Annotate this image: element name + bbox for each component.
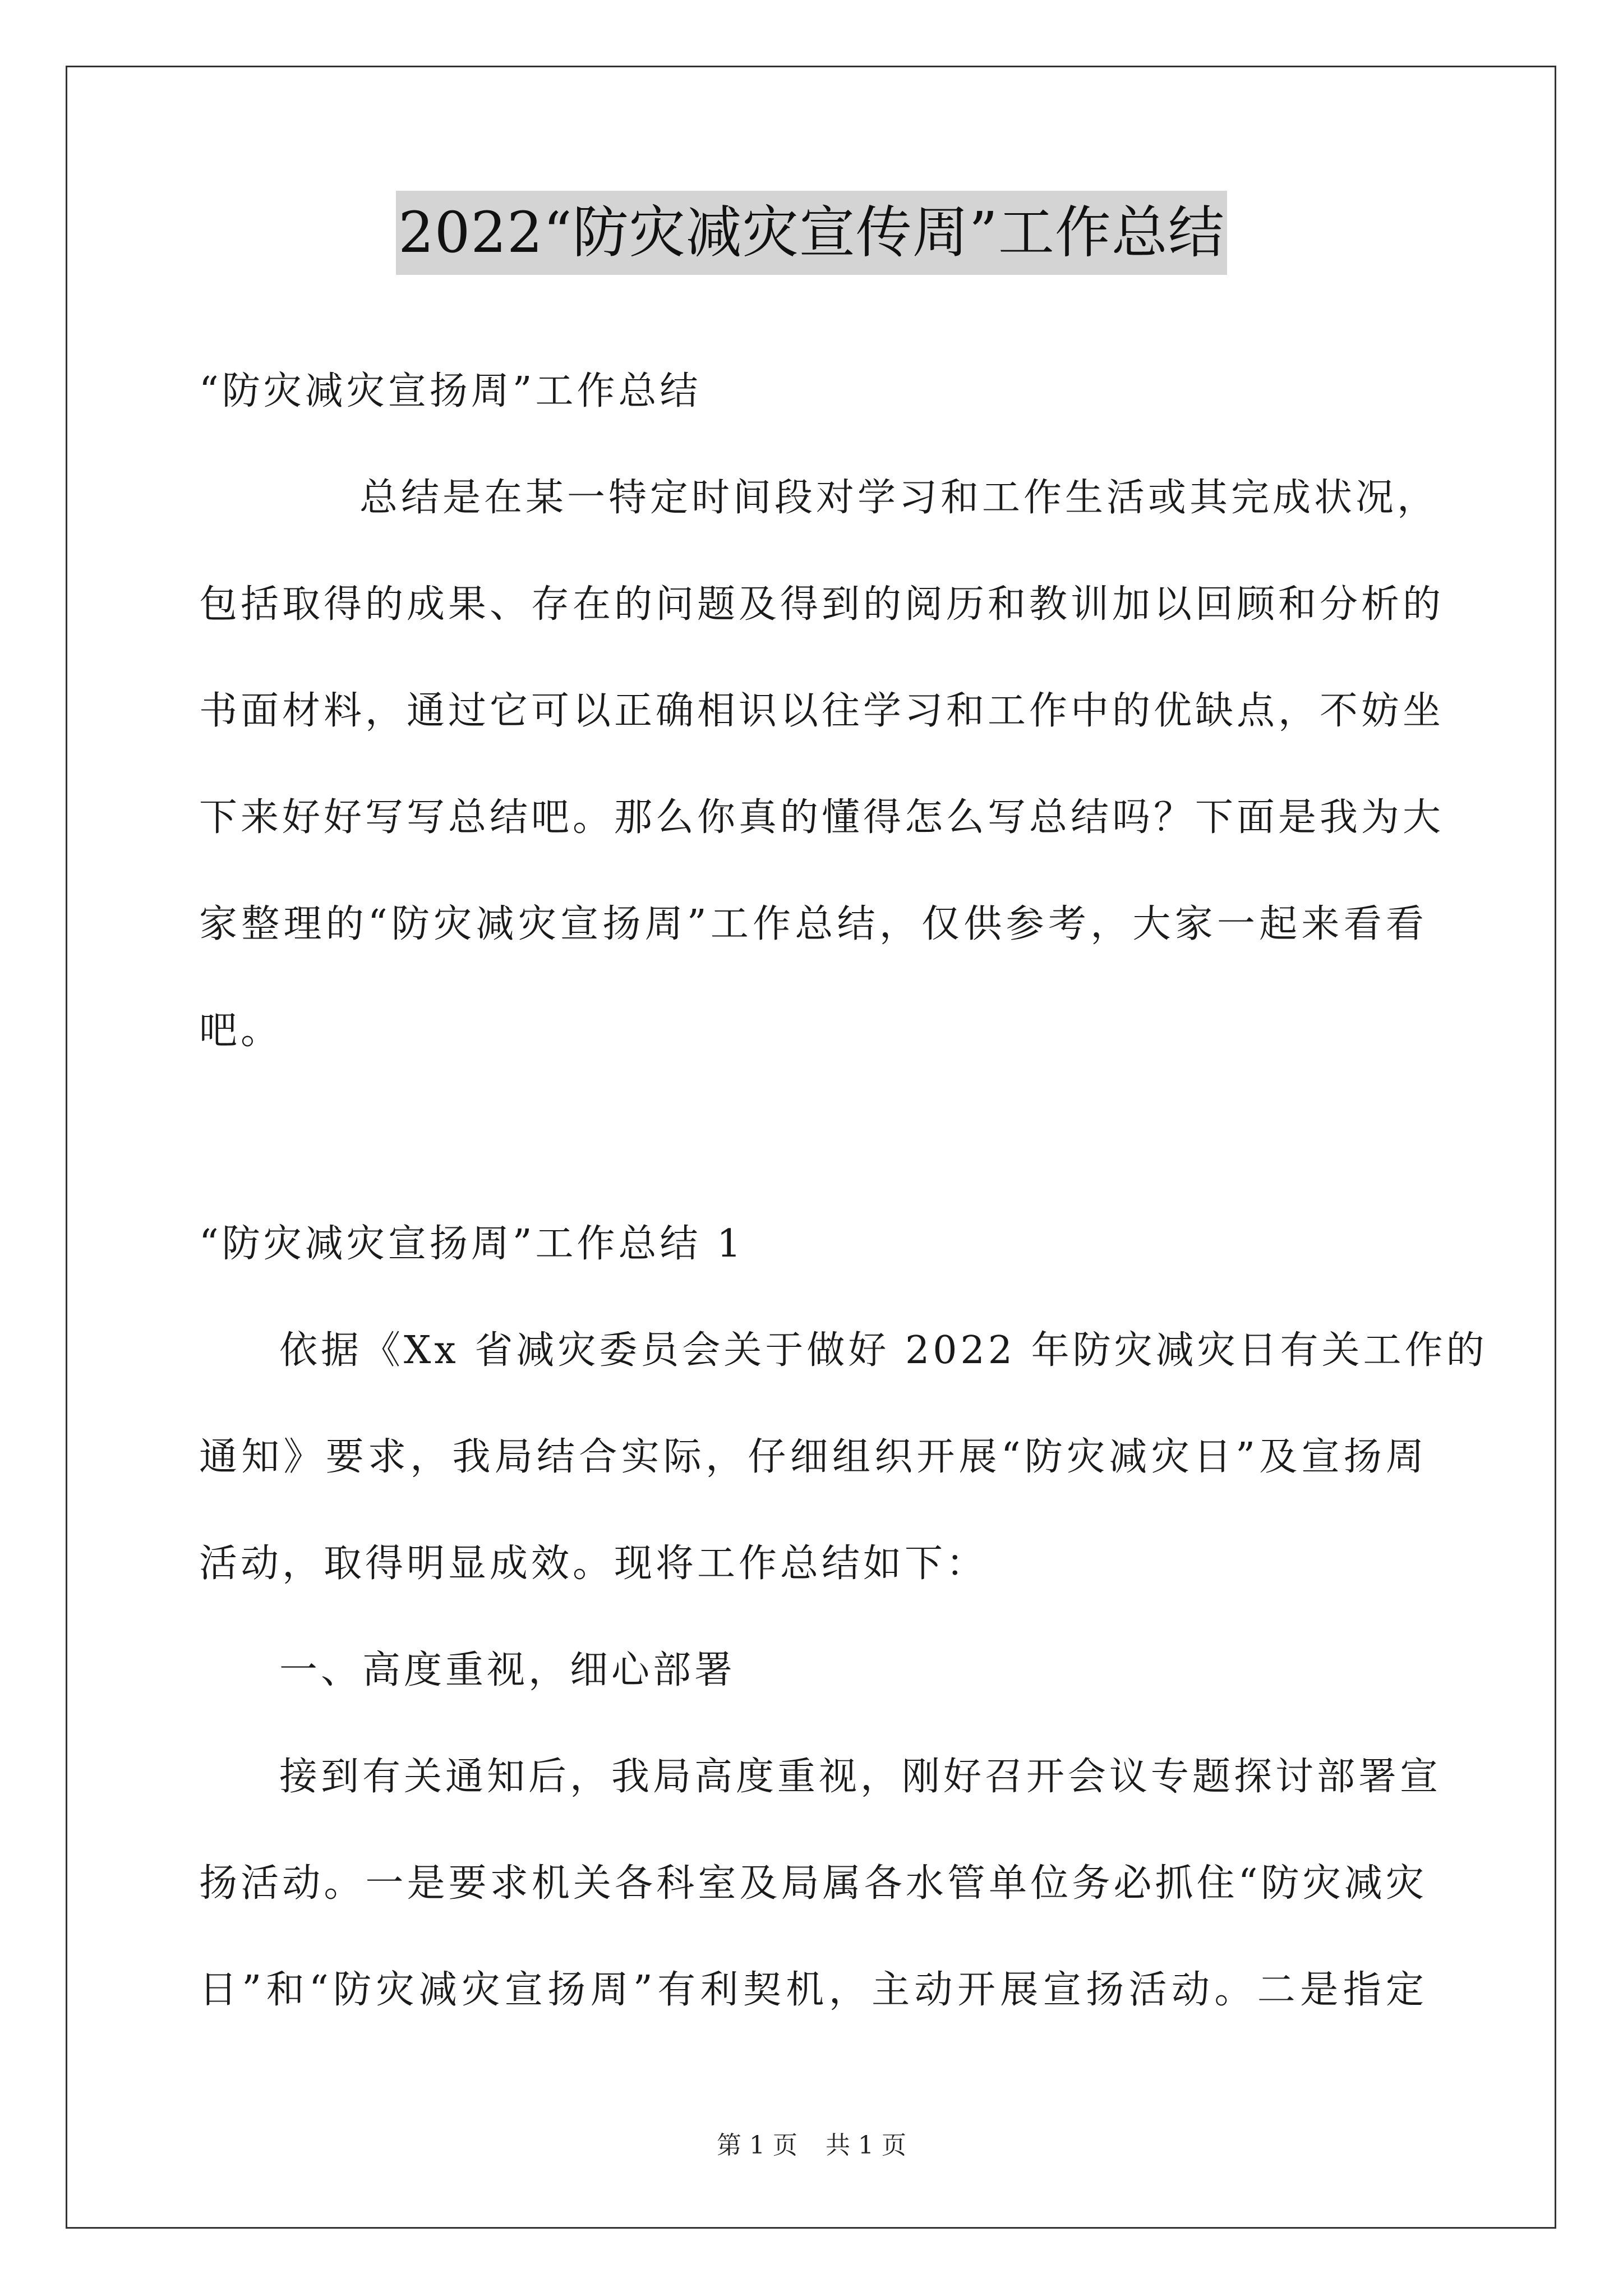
paragraph-line: 包括取得的成果、存在的问题及得到的阅历和教训加以回顾和分析的 bbox=[199, 582, 1445, 627]
subsection-heading: 一、高度重视，细心部署 bbox=[279, 1648, 736, 1692]
page-total: 共 1 页 bbox=[826, 2131, 906, 2160]
paragraph-line: 活动，取得明显成效。现将工作总结如下： bbox=[199, 1542, 988, 1586]
section-heading: “防灾减灾宣扬周”工作总结 1 bbox=[199, 1222, 745, 1266]
spacer bbox=[199, 1084, 1427, 1191]
paragraph-line: 总结是在某一特定时间段对学习和工作生活或其完成状况， bbox=[359, 476, 1439, 520]
paragraph-line: 依据《Xx 省减灾委员会关于做好 2022 年防灾减灾日有关工作的 bbox=[279, 1328, 1488, 1373]
title-wrap bbox=[0, 191, 1623, 275]
paragraph-line: 书面材料，通过它可以正确相识以往学习和工作中的优缺点，不妨坐 bbox=[199, 689, 1445, 733]
page-footer bbox=[0, 2129, 1623, 2162]
document-body bbox=[199, 338, 1488, 2044]
page-number: 第 1 页 bbox=[717, 2131, 797, 2160]
paragraph-line: 吧。 bbox=[199, 1009, 283, 1053]
paragraph-line: 家整理的“防灾减灾宣扬周”工作总结，仅供参考，大家一起来看看 bbox=[199, 902, 1427, 946]
paragraph-line: 通知》要求，我局结合实际，仔细组织开展“防灾减灾日”及宣扬周 bbox=[199, 1435, 1427, 1479]
paragraph-line: 下来好好写写总结吧。那么你真的懂得怎么写总结吗？下面是我为大 bbox=[199, 795, 1445, 840]
paragraph-line: 日”和“防灾减灾宣扬周”有利契机，主动开展宣扬活动。二是指定 bbox=[199, 1968, 1427, 2012]
document-title: 2022“防灾减灾宣传周”工作总结 bbox=[396, 191, 1227, 275]
subtitle: “防灾减灾宣扬周”工作总结 bbox=[199, 369, 702, 413]
paragraph-line: 扬活动。一是要求机关各科室及局属各水管单位务必抓住“防灾减灾 bbox=[199, 1861, 1427, 1906]
paragraph-line: 接到有关通知后，我局高度重视，刚好召开会议专题探讨部署宣 bbox=[279, 1755, 1442, 1799]
